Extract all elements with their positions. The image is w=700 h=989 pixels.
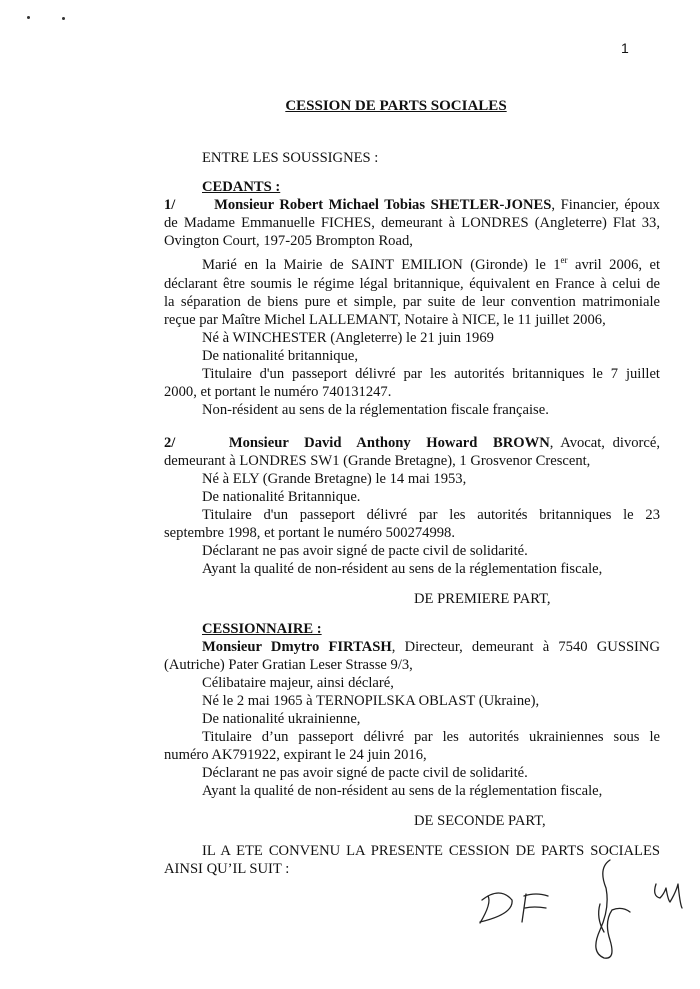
cessionnaire-line4: Né le 2 mai 1965 à TERNOPILSKA OBLAST (Ukraine), [202, 693, 540, 709]
premiere-part: DE PREMIERE PART, [414, 591, 551, 607]
party1-line8: Né à WINCHESTER (Angleterre) le 21 juin 1969 [202, 330, 494, 346]
party1-line9: De nationalité britannique, [202, 348, 359, 364]
cessionnaire-line7: numéro AK791922, expirant le 24 juin 2016, [164, 747, 427, 763]
party1-line1 [164, 196, 660, 214]
party1-num: 1/ [164, 197, 176, 213]
party1-line4: Marié en la Mairie de SAINT EMILION (Gironde) le 1er avril 2006, et [202, 255, 661, 273]
scan-dot [62, 17, 65, 20]
party1-line5: déclarant être soumis le régime légal britannique, équivalent en France à celui de [164, 276, 660, 292]
party1-name: Monsieur Robert Michael Tobias SHETLER-JONES [214, 197, 552, 213]
signature-script [655, 884, 682, 908]
cessionnaire-line3: Célibataire majeur, ainsi déclaré, [202, 675, 394, 691]
initial-d-bowl [480, 893, 512, 922]
party2-num: 2/ [164, 435, 176, 451]
convenu-line1: IL A ETE CONVENU LA PRESENTE CESSION DE PARTS SOCIALES [202, 843, 660, 859]
seconde-part: DE SECONDE PART, [414, 813, 546, 829]
party1-line11: 2000, et portant le numéro 740131247. [164, 384, 392, 400]
initial-d-stroke [480, 896, 489, 923]
initial-f-top [524, 894, 548, 896]
party2-line4: De nationalité Britannique. [202, 489, 361, 505]
scan-dot [27, 16, 30, 19]
initial-f-bar [525, 907, 546, 908]
party1-line3: Ovington Court, 197-205 Brompton Road, [164, 233, 413, 249]
cessionnaire-name: Monsieur Dmytro FIRTASH [202, 639, 392, 655]
party2-line1 [164, 434, 660, 452]
page-number: 1 [621, 40, 629, 56]
party1-l1-rest: , Financier, époux [551, 197, 660, 213]
cessionnaire-line8: Déclarant ne pas avoir signé de pacte civil de solidarité. [202, 765, 528, 781]
cessionnaire-line9: Ayant la qualité de non-résident au sens de la réglementation fiscale, [202, 783, 603, 799]
party2-line2: demeurant à LONDRES SW1 (Grande Bretagne), 1 Grosvenor Crescent, [164, 453, 591, 469]
handwritten-initials [470, 848, 690, 968]
party1-line12: Non-résident au sens de la réglementation fiscale française. [202, 402, 549, 418]
party2-line7: Déclarant ne pas avoir signé de pacte civil de solidarité. [202, 543, 528, 559]
cessionnaire-line2: (Autriche) Pater Gratian Leser Strasse 9/3, [164, 657, 413, 673]
document-title-text: CESSION DE PARTS SOCIALES [285, 98, 507, 114]
party2-l1-rest: , Avocat, divorcé, [549, 435, 660, 451]
entre-heading: ENTRE LES SOUSSIGNES : [202, 150, 379, 166]
party2-line5: Titulaire d'un passeport délivré par les autorités britanniques le 23 [202, 507, 660, 523]
party1-line7: reçue par Maître Michel LALLEMANT, Notaire à NICE, le 11 juillet 2006, [164, 312, 606, 328]
document-title [0, 97, 700, 115]
party2-line8: Ayant la qualité de non-résident au sens de la réglementation fiscale, [202, 561, 603, 577]
party2-name: Monsieur David Anthony Howard BROWN [228, 435, 550, 451]
party1-line6: la séparation de biens pure et simple, par suite de leur convention matrimoniale [164, 294, 660, 310]
party1-line10: Titulaire d'un passeport délivré par les autorités britanniques le 7 juillet [202, 366, 660, 382]
cessionnaire-line5: De nationalité ukrainienne, [202, 711, 361, 727]
cessionnaire-heading: CESSIONNAIRE : [202, 621, 322, 637]
party2-line3: Né à ELY (Grande Bretagne) le 14 mai 1953, [202, 471, 467, 487]
party1-line2: de Madame Emmanuelle FICHES, demeurant à LONDRES (Angleterre) Flat 33, [164, 215, 660, 231]
cessionnaire-line1: Monsieur Dmytro FIRTASH, Directeur, demeurant à 7540 GUSSING [202, 639, 660, 655]
cedants-heading: CEDANTS : [202, 179, 281, 195]
signature-loop [596, 860, 630, 958]
cessionnaire-line6: Titulaire d’un passeport délivré par les autorités ukrainiennes sous le [202, 729, 660, 745]
party2-line6: septembre 1998, et portant le numéro 500274998. [164, 525, 455, 541]
signature-tail [599, 904, 604, 932]
convenu-line2: AINSI QU’IL SUIT : [164, 861, 290, 877]
